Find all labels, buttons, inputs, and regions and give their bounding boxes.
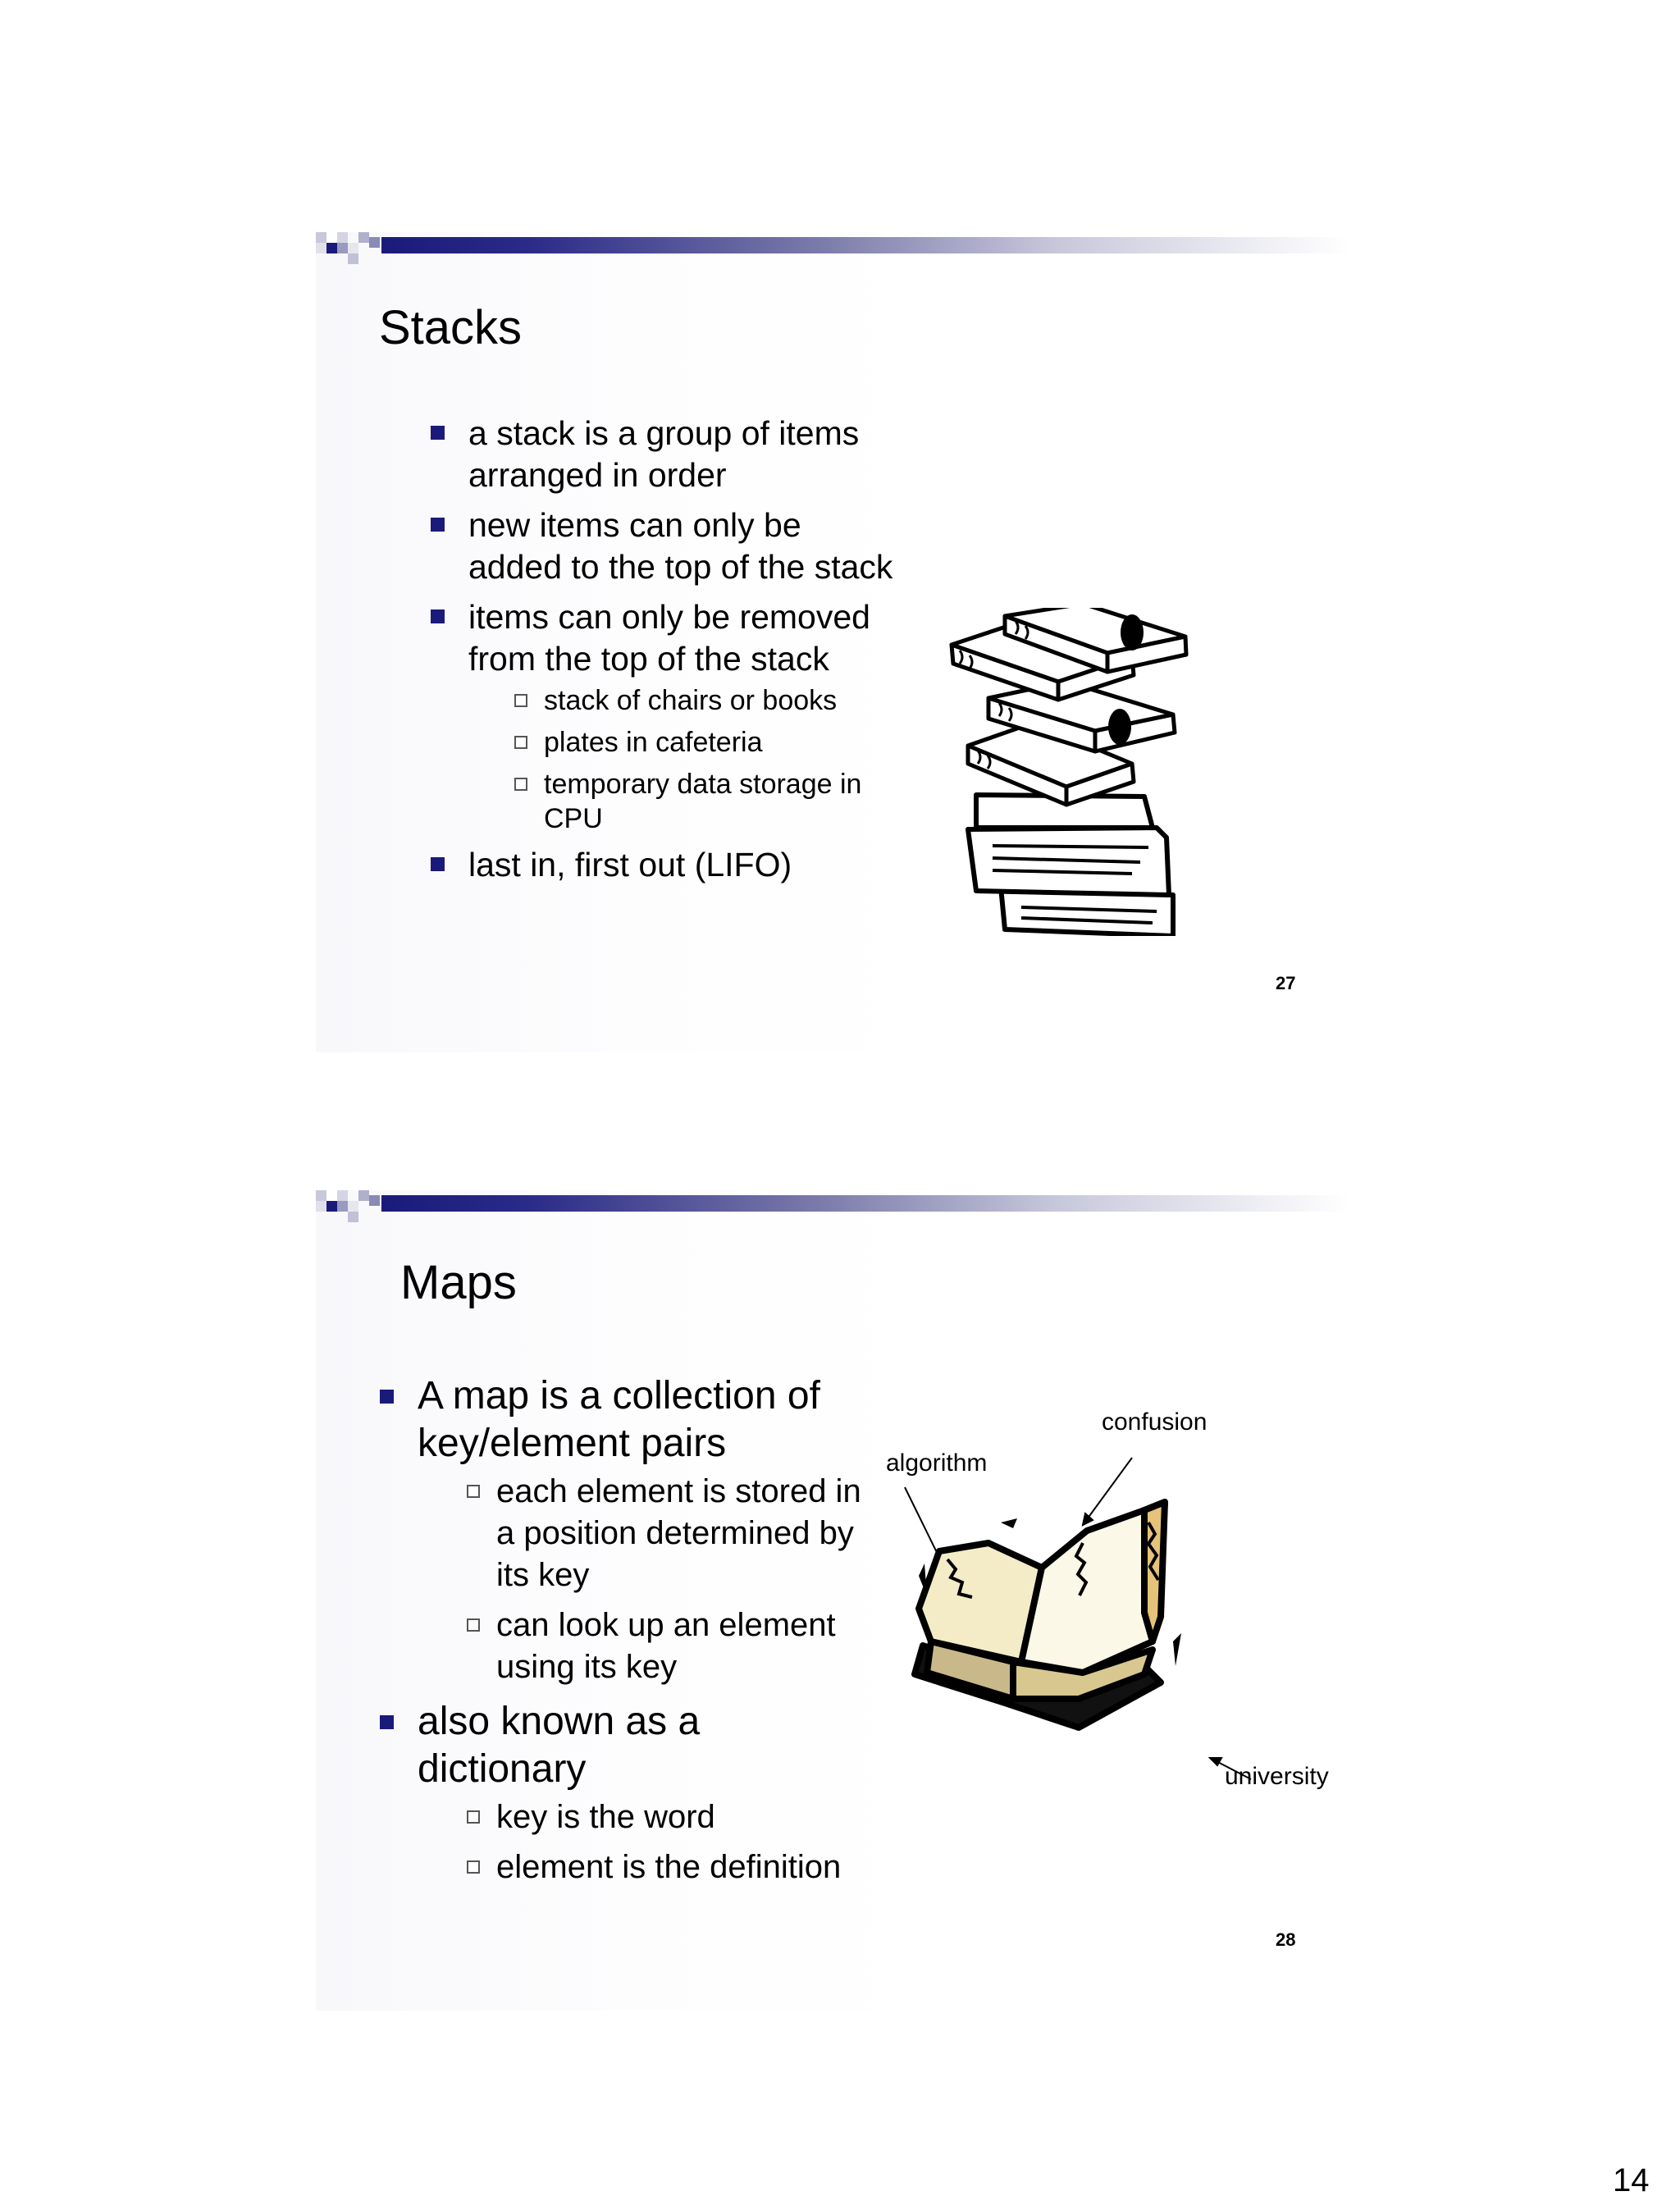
sub-bullet-item — [514, 683, 988, 718]
sub-bullet-line: plates in cafeteria — [544, 727, 763, 758]
hollow-square-bullet-icon — [514, 736, 527, 749]
bullet-item — [380, 1698, 905, 1888]
sub-bullet-list — [467, 1796, 905, 1888]
sub-bullet-item — [467, 1847, 905, 1888]
callout-label-university: university — [1225, 1763, 1329, 1790]
hollow-square-bullet-icon — [514, 694, 527, 707]
callout-label-confusion: confusion — [1102, 1408, 1208, 1436]
bullet-item — [380, 1372, 905, 1688]
slide-title: Maps — [400, 1256, 517, 1309]
page-number: 14 — [1613, 2162, 1650, 2198]
square-bullet-icon — [380, 1390, 394, 1404]
sub-bullet-item — [467, 1471, 905, 1596]
slide-number: 27 — [1276, 973, 1296, 993]
bullet-line: arranged in order — [468, 456, 727, 494]
square-bullet-icon — [431, 518, 445, 532]
hollow-square-bullet-icon — [514, 778, 527, 791]
square-bullet-icon — [431, 426, 445, 440]
sub-bullet-item — [514, 767, 988, 836]
bullet-item — [431, 596, 988, 836]
bullet-line: dictionary — [418, 1747, 587, 1791]
sub-bullet-list — [514, 683, 988, 836]
sub-bullet-item — [467, 1605, 905, 1688]
sub-bullet-item — [467, 1796, 905, 1838]
sub-bullet-line: key is the word — [496, 1799, 715, 1835]
hollow-square-bullet-icon — [467, 1485, 480, 1498]
slide-maps — [316, 1190, 1349, 2011]
bullet-line: last in, first out (LIFO) — [468, 846, 792, 883]
bullet-line: new items can only be — [468, 506, 801, 544]
bullet-line: a stack is a group of items — [468, 414, 860, 452]
bullet-item — [431, 413, 988, 496]
sub-bullet-line: its key — [496, 1557, 590, 1593]
square-bullet-icon — [380, 1715, 394, 1729]
square-bullet-icon — [431, 857, 445, 871]
sub-bullet-line: can look up an element — [496, 1607, 836, 1643]
slide-stacks — [316, 232, 1349, 1052]
sub-bullet-item — [514, 725, 988, 760]
sub-bullet-line: a position determined by — [496, 1515, 854, 1551]
hollow-square-bullet-icon — [467, 1618, 480, 1632]
bullet-line: added to the top of the stack — [468, 548, 893, 586]
bullet-line: from the top of the stack — [468, 640, 829, 678]
callout-label-algorithm: algorithm — [886, 1449, 988, 1477]
sub-bullet-line: element is the definition — [496, 1849, 842, 1885]
sub-bullet-line: CPU — [544, 803, 603, 834]
slide-header-bar — [316, 232, 1349, 265]
sub-bullet-line: each element is stored in — [496, 1473, 861, 1509]
hollow-square-bullet-icon — [467, 1810, 480, 1824]
bullet-list — [380, 1372, 905, 1898]
bullet-list — [431, 413, 988, 894]
sub-bullet-line: temporary data storage in — [544, 769, 862, 800]
sub-bullet-line: stack of chairs or books — [544, 685, 838, 716]
bullet-item — [431, 504, 988, 588]
hollow-square-bullet-icon — [467, 1860, 480, 1874]
slide-number: 28 — [1276, 1929, 1296, 1950]
sub-bullet-line: using its key — [496, 1649, 678, 1685]
square-bullet-icon — [431, 609, 445, 623]
slide-title: Stacks — [379, 301, 523, 354]
bullet-line: A map is a collection of — [418, 1374, 820, 1418]
stack-of-books-icon — [943, 608, 1222, 936]
sub-bullet-list — [467, 1471, 905, 1688]
bullet-line: also known as a — [418, 1700, 701, 1743]
bullet-line: items can only be removed — [468, 598, 870, 636]
slide-header-bar — [316, 1190, 1349, 1223]
bullet-item — [431, 844, 988, 886]
bullet-line: key/element pairs — [418, 1422, 727, 1465]
